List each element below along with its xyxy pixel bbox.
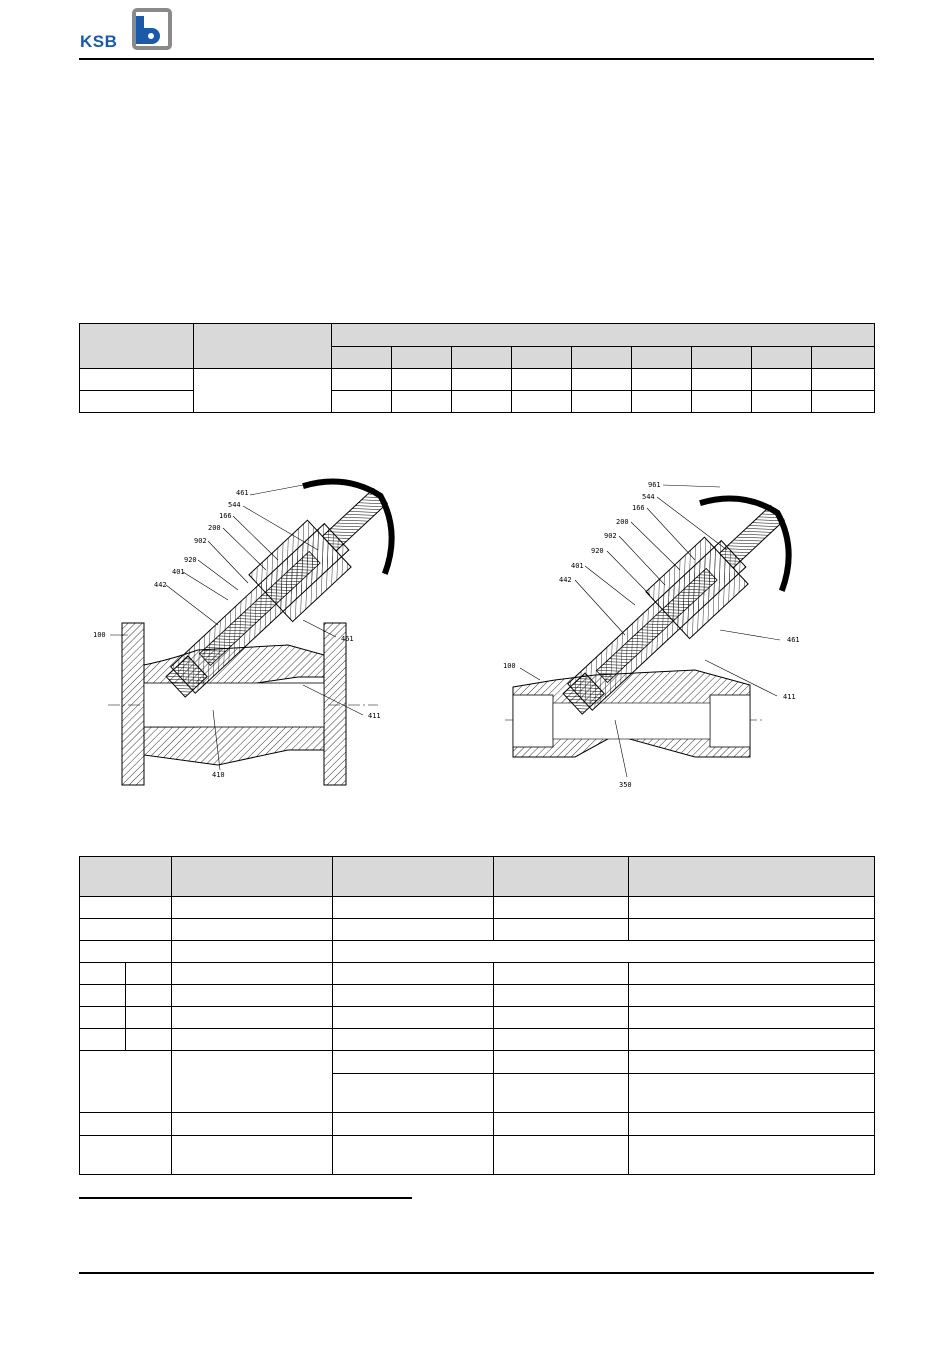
part-label: 442: [559, 576, 572, 584]
table-row: [80, 369, 875, 391]
part-label: 461: [787, 636, 800, 644]
part-label: 411: [368, 712, 381, 720]
footer-rule: [79, 1272, 874, 1274]
part-label: 166: [219, 512, 232, 520]
table-header-cell: [452, 347, 512, 369]
part-label: 166: [632, 504, 645, 512]
part-label: 410: [212, 771, 225, 779]
valve-drawing-threaded: [495, 465, 840, 795]
part-label: 401: [571, 562, 584, 570]
table-header-cell: [629, 857, 875, 897]
part-label: 100: [93, 631, 106, 639]
table-header-cell: [494, 857, 629, 897]
ksb-logo: [80, 8, 176, 54]
table-row: [80, 1136, 875, 1175]
table-row: [80, 985, 875, 1007]
table-row: [80, 1007, 875, 1029]
part-label: 100: [503, 662, 516, 670]
part-label: 544: [642, 493, 655, 501]
part-label: 920: [184, 556, 197, 564]
table-row: [80, 1029, 875, 1051]
part-label: 461: [341, 635, 354, 643]
table-row: [80, 897, 875, 919]
table-row: [80, 1113, 875, 1136]
part-label: 411: [783, 693, 796, 701]
table-header-cell: [332, 347, 392, 369]
materials-table: [79, 856, 875, 1175]
table-header-cell: [392, 347, 452, 369]
valve-drawing-flanged: [88, 465, 428, 795]
table-header-cell: [632, 347, 692, 369]
part-label: 902: [604, 532, 617, 540]
table-row: [80, 1051, 875, 1074]
table-header-cell: [80, 857, 172, 897]
table-header-cell: [692, 347, 752, 369]
table-header-cell: [172, 857, 333, 897]
part-label: 442: [154, 581, 167, 589]
table-header-cell: [194, 324, 332, 369]
part-label: 350: [619, 781, 632, 789]
table-row: [80, 941, 875, 963]
part-label: 544: [228, 501, 241, 509]
table-header-cell: [333, 857, 494, 897]
footnote-rule: [79, 1197, 412, 1199]
table-header-cell: [752, 347, 812, 369]
table-header-cell: [812, 347, 875, 369]
header-rule: [79, 58, 874, 60]
logo-wordmark: KSB: [80, 32, 118, 51]
part-label: 920: [591, 547, 604, 555]
table-header-cell: [80, 324, 194, 369]
part-label: 200: [208, 524, 221, 532]
table-header-cell: [332, 324, 875, 347]
part-label: 200: [616, 518, 629, 526]
part-label: 902: [194, 537, 207, 545]
part-label: 961: [648, 481, 661, 489]
part-label: 461: [236, 489, 249, 497]
table-row: [80, 919, 875, 941]
logo-mark-icon: [128, 8, 174, 54]
table-row: [80, 963, 875, 985]
dimensions-table: [79, 323, 875, 413]
table-header-cell: [512, 347, 572, 369]
table-header-cell: [572, 347, 632, 369]
part-label: 401: [172, 568, 185, 576]
